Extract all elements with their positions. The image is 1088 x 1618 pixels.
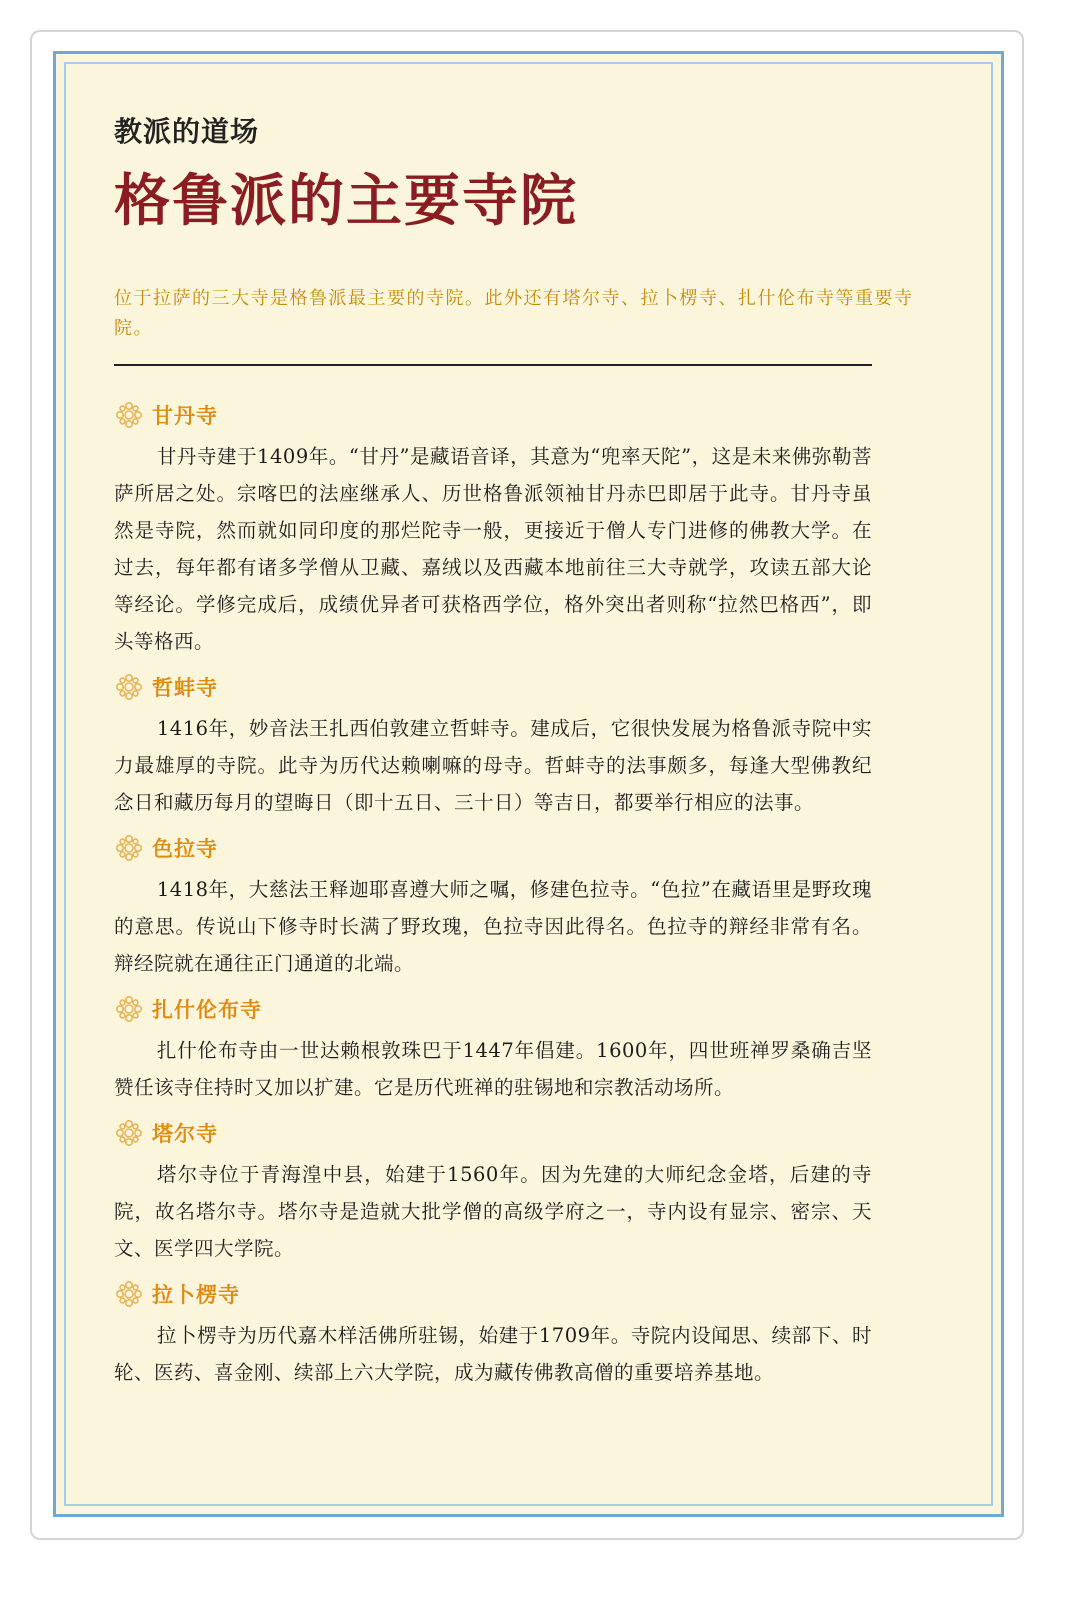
lotus-ornament-icon bbox=[114, 994, 144, 1024]
intro-text: 位于拉萨的三大寺是格鲁派最主要的寺院。此外还有塔尔寺、拉卜楞寺、扎什伦布寺等重要寺院。 bbox=[114, 288, 914, 339]
section-heading bbox=[114, 1116, 872, 1150]
lotus-ornament-icon bbox=[114, 400, 144, 430]
section-heading bbox=[114, 398, 872, 432]
section-kicker: 教派的道场 bbox=[114, 115, 260, 148]
section-title: 扎什伦布寺 bbox=[152, 998, 262, 1022]
section-title: 色拉寺 bbox=[152, 837, 218, 861]
section-body: 塔尔寺位于青海湟中县，始建于1560年。因为先建的大师纪念金塔，后建的寺院，故名塔尔寺。塔尔寺是造就大批学僧的高级学府之一，寺内设有显宗、密宗、天文、医学四大学院。 bbox=[114, 1163, 872, 1260]
lotus-ornament-icon bbox=[114, 672, 144, 702]
section-body: 1418年，大慈法王释迦耶喜遵大师之嘱，修建色拉寺。“色拉”在藏语里是野玫瑰的意思。传说山下修寺时长满了野玫瑰，色拉寺因此得名。色拉寺的辩经非常有名。辩经院就在通往正门通道的北端。 bbox=[114, 878, 872, 975]
divider-rule bbox=[114, 364, 872, 366]
temple-section bbox=[114, 1116, 872, 1267]
section-title: 甘丹寺 bbox=[152, 404, 218, 428]
temple-section bbox=[114, 1277, 872, 1391]
temple-section bbox=[114, 831, 872, 982]
lotus-ornament-icon bbox=[114, 833, 144, 863]
temple-section bbox=[114, 670, 872, 821]
page-title: 格鲁派的主要寺院 bbox=[114, 168, 578, 234]
section-title: 拉卜楞寺 bbox=[152, 1283, 240, 1307]
temple-section bbox=[114, 992, 872, 1106]
section-body: 拉卜楞寺为历代嘉木样活佛所驻锡，始建于1709年。寺院内设闻思、续部下、时轮、医药、喜金刚、续部上六大学院，成为藏传佛教高僧的重要培养基地。 bbox=[114, 1324, 872, 1384]
section-title: 哲蚌寺 bbox=[152, 676, 218, 700]
section-body: 扎什伦布寺由一世达赖根敦珠巴于1447年倡建。1600年，四世班禅罗桑确吉坚赞任该寺住持时又加以扩建。它是历代班禅的驻锡地和宗教活动场所。 bbox=[114, 1039, 872, 1099]
lotus-ornament-icon bbox=[114, 1279, 144, 1309]
temple-section bbox=[114, 398, 872, 660]
section-heading bbox=[114, 1277, 872, 1311]
temple-sections bbox=[114, 398, 872, 1391]
section-body: 1416年，妙音法王扎西伯敦建立哲蚌寺。建成后，它很快发展为格鲁派寺院中实力最雄厚的寺院。此寺为历代达赖喇嘛的母寺。哲蚌寺的法事颇多，每逢大型佛教纪念日和藏历每月的望晦日（即十五日、三十日）等吉日，都要举行相应的法事。 bbox=[114, 717, 872, 814]
page-content bbox=[114, 112, 924, 1391]
section-heading bbox=[114, 831, 872, 865]
section-title: 塔尔寺 bbox=[152, 1122, 218, 1146]
section-body: 甘丹寺建于1409年。“甘丹”是藏语音译，其意为“兜率天陀”，这是未来佛弥勒菩萨所居之处。宗喀巴的法座继承人、历世格鲁派领袖甘丹赤巴即居于此寺。甘丹寺虽然是寺院，然而就如同印度的那烂陀寺一般，更接近于僧人专门进修的佛教大学。在过去，每年都有诸多学僧从卫藏、嘉绒以及西藏本地前往三大寺就学，攻读五部大论等经论。学修完成后，成绩优异者可获格西学位，格外突出者则称“拉然巴格西”，即头等格西。 bbox=[114, 445, 872, 653]
section-heading bbox=[114, 670, 872, 704]
section-heading bbox=[114, 992, 872, 1026]
lotus-ornament-icon bbox=[114, 1118, 144, 1148]
